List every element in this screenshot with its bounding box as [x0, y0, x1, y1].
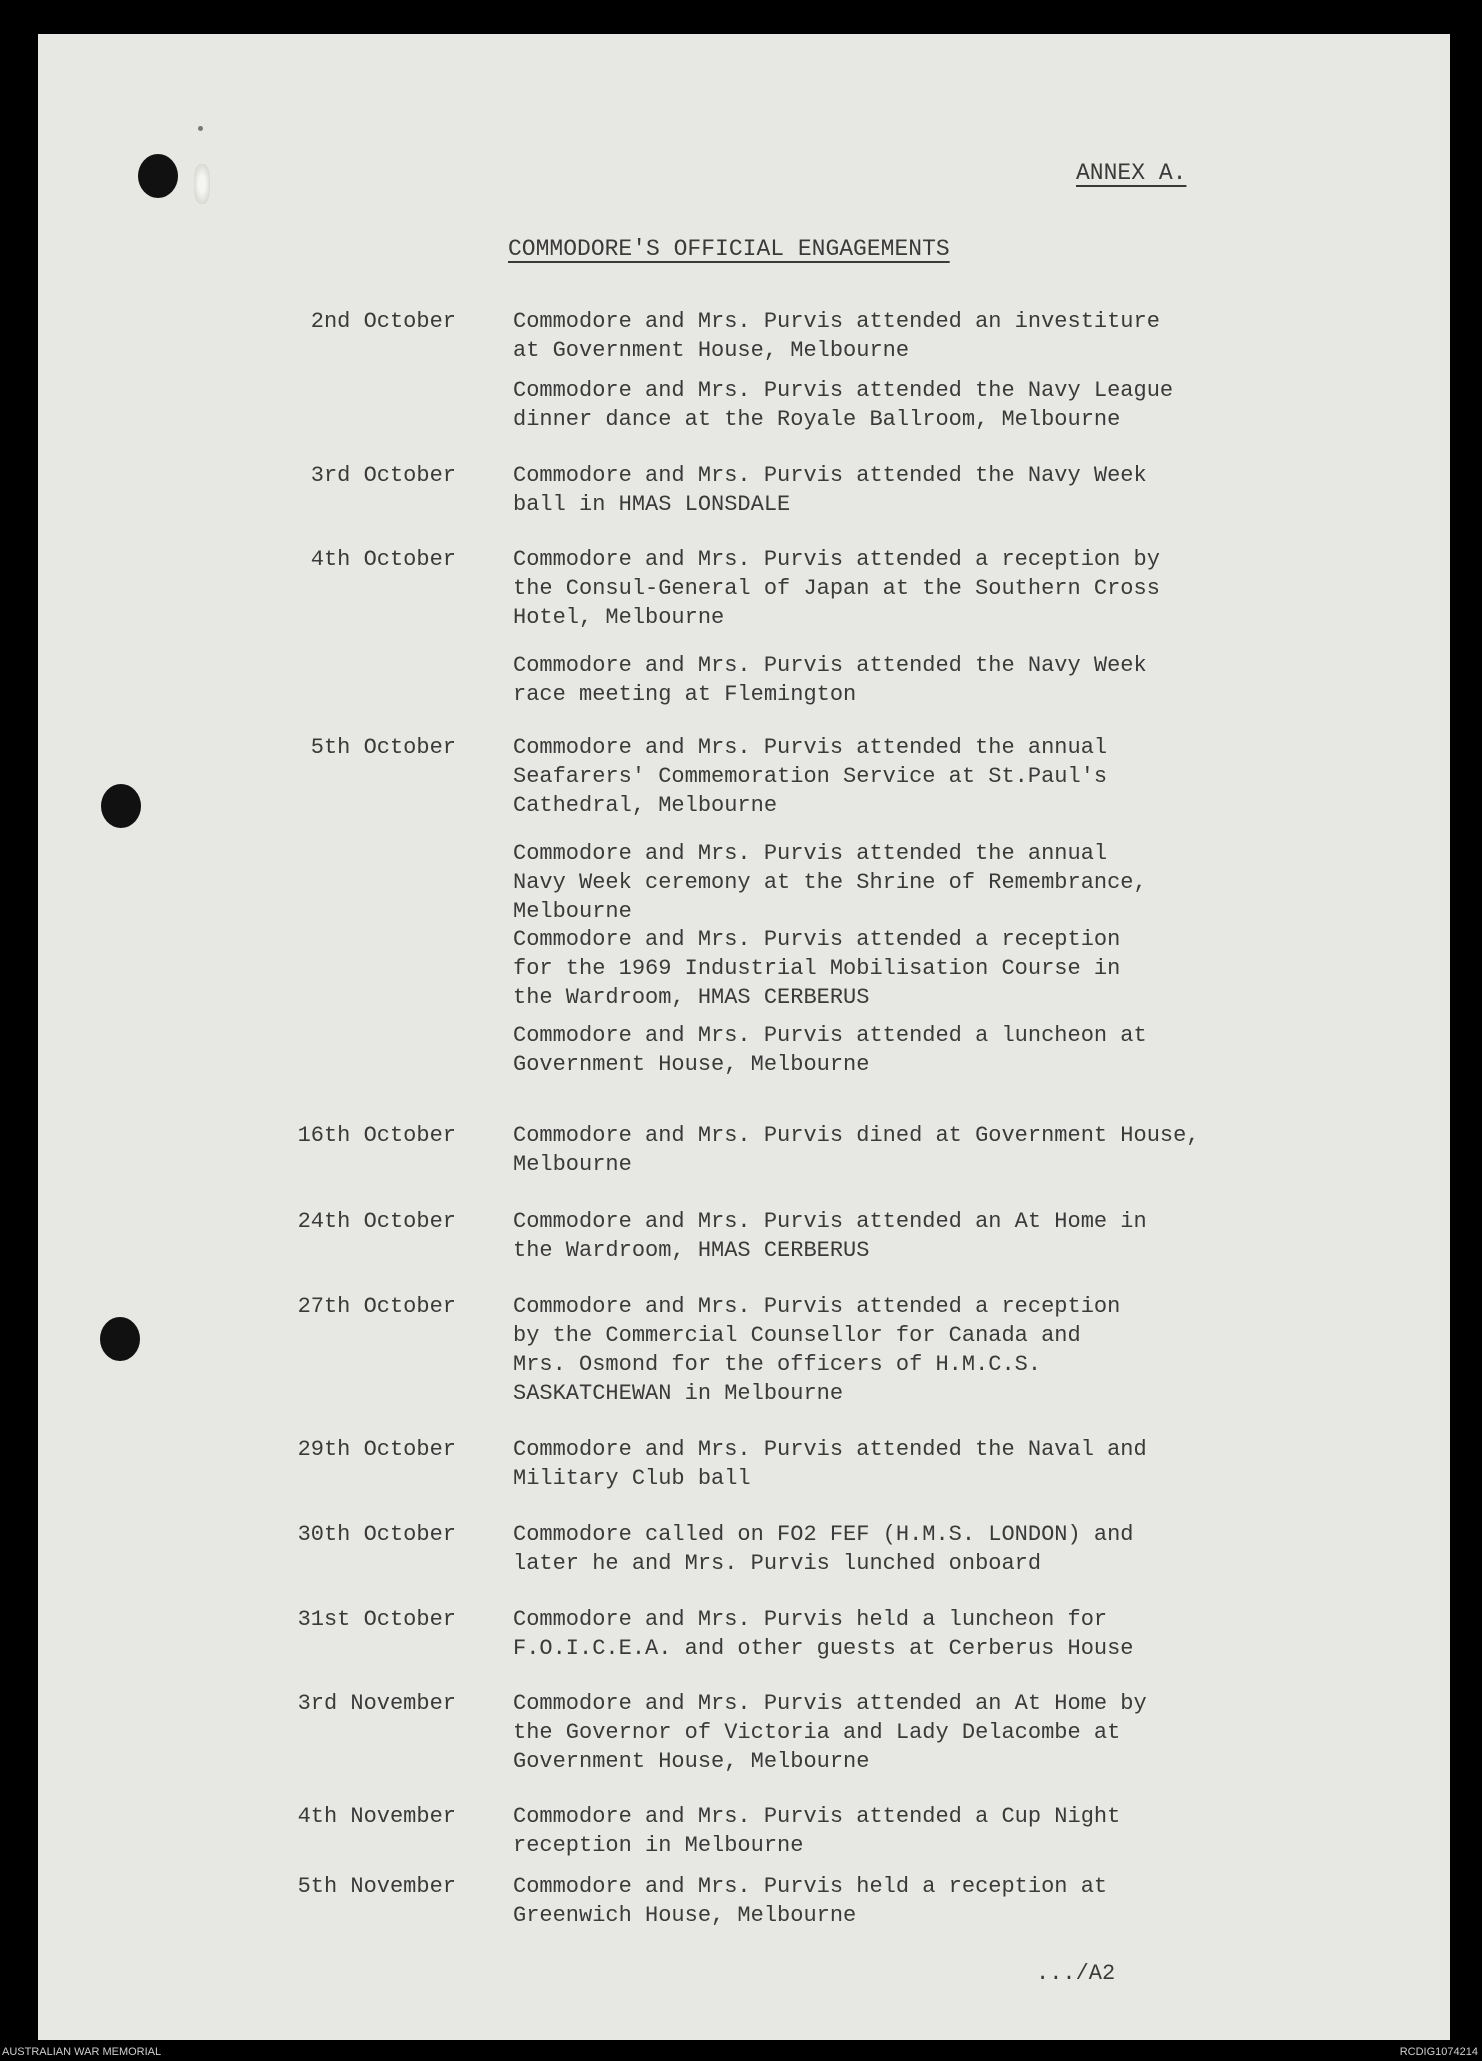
engagement-date: 31st October [297, 1607, 456, 1632]
engagement-entry [513, 1689, 1147, 1776]
engagement-entry [513, 545, 1160, 632]
entry-line: the Consul-General of Japan at the Southern Cross [513, 576, 1160, 601]
engagement-entry [513, 1435, 1147, 1493]
entry-line: later he and Mrs. Purvis lunched onboard [513, 1551, 1042, 1576]
entry-line: Navy Week ceremony at the Shrine of Remembrance, [513, 870, 1147, 895]
engagement-entry [513, 839, 1147, 926]
entry-line: Melbourne [513, 1152, 632, 1177]
engagement-entry [513, 461, 1147, 519]
entry-line: Commodore and Mrs. Purvis attended a reception by [513, 547, 1160, 572]
punch-hole [100, 1317, 140, 1361]
entry-line: Cathedral, Melbourne [513, 793, 778, 818]
punch-hole [138, 154, 178, 198]
engagement-date: 30th October [297, 1522, 456, 1547]
entry-line: Commodore and Mrs. Purvis attended the annual [513, 841, 1108, 866]
entry-line: Government House, Melbourne [513, 1749, 870, 1774]
engagement-date: 27th October [297, 1294, 456, 1319]
entry-line: Commodore and Mrs. Purvis held a luncheon for [513, 1607, 1108, 1632]
entry-line: race meeting at Flemington [513, 682, 857, 707]
entry-line: Commodore called on FO2 FEF (H.M.S. LONDON) and [513, 1522, 1134, 1547]
entry-line: the Governor of Victoria and Lady Delacombe at [513, 1720, 1121, 1745]
entry-line: Hotel, Melbourne [513, 605, 725, 630]
entry-line: Commodore and Mrs. Purvis attended the Navy League [513, 378, 1174, 403]
engagement-entry [513, 1872, 1107, 1930]
entry-line: Commodore and Mrs. Purvis attended an investiture [513, 309, 1160, 334]
engagement-entry [513, 1802, 1120, 1860]
entry-line: by the Commercial Counsellor for Canada and [513, 1323, 1081, 1348]
engagement-date: 3rd November [297, 1691, 456, 1716]
entry-line: Commodore and Mrs. Purvis attended the annual [513, 735, 1108, 760]
engagement-entry [513, 1121, 1200, 1179]
engagement-entry [513, 1292, 1120, 1408]
entry-line: Greenwich House, Melbourne [513, 1903, 857, 1928]
engagement-entry [513, 1520, 1134, 1578]
engagement-entry [513, 1021, 1147, 1079]
entry-line: Mrs. Osmond for the officers of H.M.C.S. [513, 1352, 1042, 1377]
engagement-date: 5th November [297, 1874, 456, 1899]
page-continuation-ref: .../A2 [1036, 1961, 1116, 1986]
engagement-entry [513, 733, 1107, 820]
pin-mark [198, 126, 203, 131]
entry-line: reception in Melbourne [513, 1833, 804, 1858]
entry-line: dinner dance at the Royale Ballroom, Melbourne [513, 407, 1121, 432]
entry-line: Commodore and Mrs. Purvis attended a Cup Night [513, 1804, 1121, 1829]
entry-line: Seafarers' Commemoration Service at St.Paul's [513, 764, 1108, 789]
engagement-entry [513, 651, 1147, 709]
engagement-date: 3rd October [310, 463, 456, 488]
engagement-date: 16th October [297, 1123, 456, 1148]
entry-line: ball in HMAS LONSDALE [513, 492, 791, 517]
entry-line: Commodore and Mrs. Purvis held a reception at [513, 1874, 1108, 1899]
entry-line: Commodore and Mrs. Purvis attended an At Home by [513, 1691, 1147, 1716]
entry-line: Melbourne [513, 899, 632, 924]
entry-line: Military Club ball [513, 1466, 751, 1491]
footer-credit: AUSTRALIAN WAR MEMORIAL [2, 2046, 162, 2058]
entry-line: SASKATCHEWAN in Melbourne [513, 1381, 844, 1406]
entry-line: Commodore and Mrs. Purvis attended the Naval and [513, 1437, 1147, 1462]
engagement-entry [513, 925, 1120, 1012]
engagement-date: 5th October [310, 735, 456, 760]
entry-line: Commodore and Mrs. Purvis attended a reception [513, 927, 1121, 952]
entry-line: Commodore and Mrs. Purvis attended the Navy Week [513, 653, 1147, 678]
entry-line: for the 1969 Industrial Mobilisation Course in [513, 956, 1121, 981]
engagement-date: 29th October [297, 1437, 456, 1462]
entry-line: Commodore and Mrs. Purvis dined at Government House, [513, 1123, 1200, 1148]
entry-line: Commodore and Mrs. Purvis attended an At Home in [513, 1209, 1147, 1234]
entry-line: F.O.I.C.E.A. and other guests at Cerberus House [513, 1636, 1134, 1661]
page-title: COMMODORE'S OFFICIAL ENGAGEMENTS [508, 236, 950, 262]
torn-paper-mark [194, 164, 210, 204]
engagement-date: 2nd October [310, 309, 456, 334]
engagement-date: 4th October [310, 547, 456, 572]
engagement-entry [513, 1207, 1147, 1265]
engagement-date: 4th November [297, 1804, 456, 1829]
footer-record-id: RCDIG1074214 [1399, 2046, 1478, 2058]
entry-line: the Wardroom, HMAS CERBERUS [513, 985, 870, 1010]
entry-line: Government House, Melbourne [513, 1052, 870, 1077]
engagement-entry [513, 307, 1160, 365]
entry-line: Commodore and Mrs. Purvis attended the Navy Week [513, 463, 1147, 488]
engagement-entry [513, 1605, 1134, 1663]
entry-line: the Wardroom, HMAS CERBERUS [513, 1238, 870, 1263]
document-page [38, 34, 1450, 2040]
punch-hole [101, 784, 141, 828]
entry-line: Commodore and Mrs. Purvis attended a luncheon at [513, 1023, 1147, 1048]
entry-line: at Government House, Melbourne [513, 338, 910, 363]
entry-line: Commodore and Mrs. Purvis attended a reception [513, 1294, 1121, 1319]
engagement-entry [513, 376, 1173, 434]
engagement-date: 24th October [297, 1209, 456, 1234]
annex-label: ANNEX A. [1076, 160, 1187, 186]
